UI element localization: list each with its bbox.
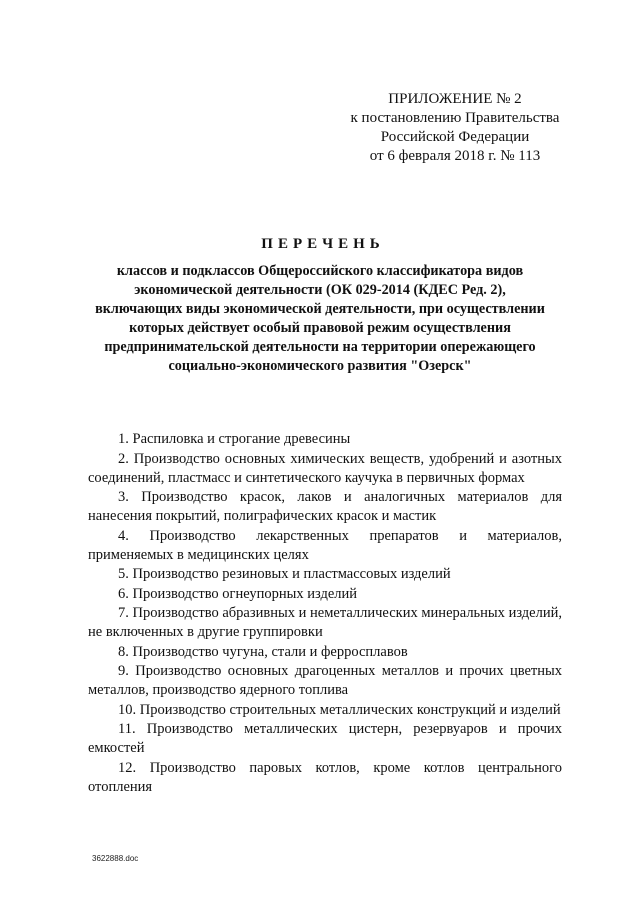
list-item: [88, 720, 562, 758]
item-number: 10.: [118, 701, 137, 718]
item-number: 2.: [118, 450, 129, 467]
item-number: 4.: [118, 527, 129, 544]
item-text: Производство красок, лаков и аналогичных материалов для нанесения покрытий, полиграфических красок и мастик: [88, 489, 563, 524]
list-item: [88, 585, 562, 604]
item-text: Производство паровых котлов, кроме котлов центрального отопления: [88, 759, 562, 795]
appendix-date: от 6 февраля 2018 г. № 113: [369, 148, 541, 164]
item-text: Производство лекарственных препаратов и материалов, применяемых в медицинских целях: [88, 527, 562, 563]
item-number: 1.: [118, 431, 129, 447]
file-name-footer: 3622888.doc: [92, 854, 139, 863]
item-number: 6.: [118, 585, 129, 602]
subtitle-line: которых действует особый правовой режим осуществления: [129, 320, 511, 336]
item-number: 11.: [118, 721, 136, 737]
list-item: [88, 488, 562, 526]
item-number: 5.: [118, 566, 129, 582]
item-text: Производство металлических цистерн, резервуаров и прочих емкостей: [88, 721, 562, 756]
item-text: Производство резиновых и пластмассовых изделий: [132, 566, 451, 582]
document-subtitle: [60, 262, 580, 376]
list-item: [88, 430, 562, 449]
list-item: [88, 527, 562, 565]
item-text: Производство огнеупорных изделий: [132, 585, 358, 602]
appendix-number: ПРИЛОЖЕНИЕ № 2: [388, 91, 522, 107]
item-number: 7.: [118, 605, 129, 621]
subtitle-line: предпринимательской деятельности на территории опережающего: [104, 339, 536, 355]
item-number: 12.: [118, 759, 137, 776]
appendix-reference: к постановлению Правительства: [350, 110, 560, 126]
list-item: [88, 565, 562, 584]
item-text: Производство абразивных и неметаллических минеральных изделий, не включенных в другие группировки: [88, 605, 562, 640]
list-item: [88, 701, 562, 720]
item-number: 3.: [118, 489, 129, 505]
list-item: [88, 662, 562, 700]
item-text: Распиловка и строгание древесины: [132, 431, 351, 447]
item-number: 8.: [118, 643, 129, 660]
list-item: [88, 450, 562, 488]
item-text: Производство строительных металлических конструкций и изделий: [139, 701, 561, 718]
classifier-list: [88, 430, 562, 797]
document-title: ПЕРЕЧЕНЬ: [261, 236, 385, 252]
item-number: 9.: [118, 663, 129, 679]
list-item: [88, 643, 562, 662]
item-text: Производство основных драгоценных металлов и прочих цветных металлов, производство ядерного топлива: [88, 663, 563, 698]
item-text: Производство чугуна, стали и ферросплавов: [132, 643, 408, 660]
subtitle-line: экономической деятельности (ОК 029-2014 (КДЕС Ред. 2),: [134, 282, 506, 298]
subtitle-line: классов и подклассов Общероссийского классификатора видов: [116, 263, 524, 279]
subtitle-line: социально-экономического развития "Озерск": [168, 358, 472, 374]
appendix-authority: Российской Федерации: [380, 129, 530, 145]
list-item: [88, 759, 562, 797]
appendix-header: [340, 90, 570, 166]
item-text: Производство основных химических веществ, удобрений и азотных соединений, пластмасс и синтетического каучука в первичных формах: [88, 450, 563, 486]
list-item: [88, 604, 562, 642]
subtitle-line: включающих виды экономической деятельности, при осуществлении: [95, 301, 545, 317]
